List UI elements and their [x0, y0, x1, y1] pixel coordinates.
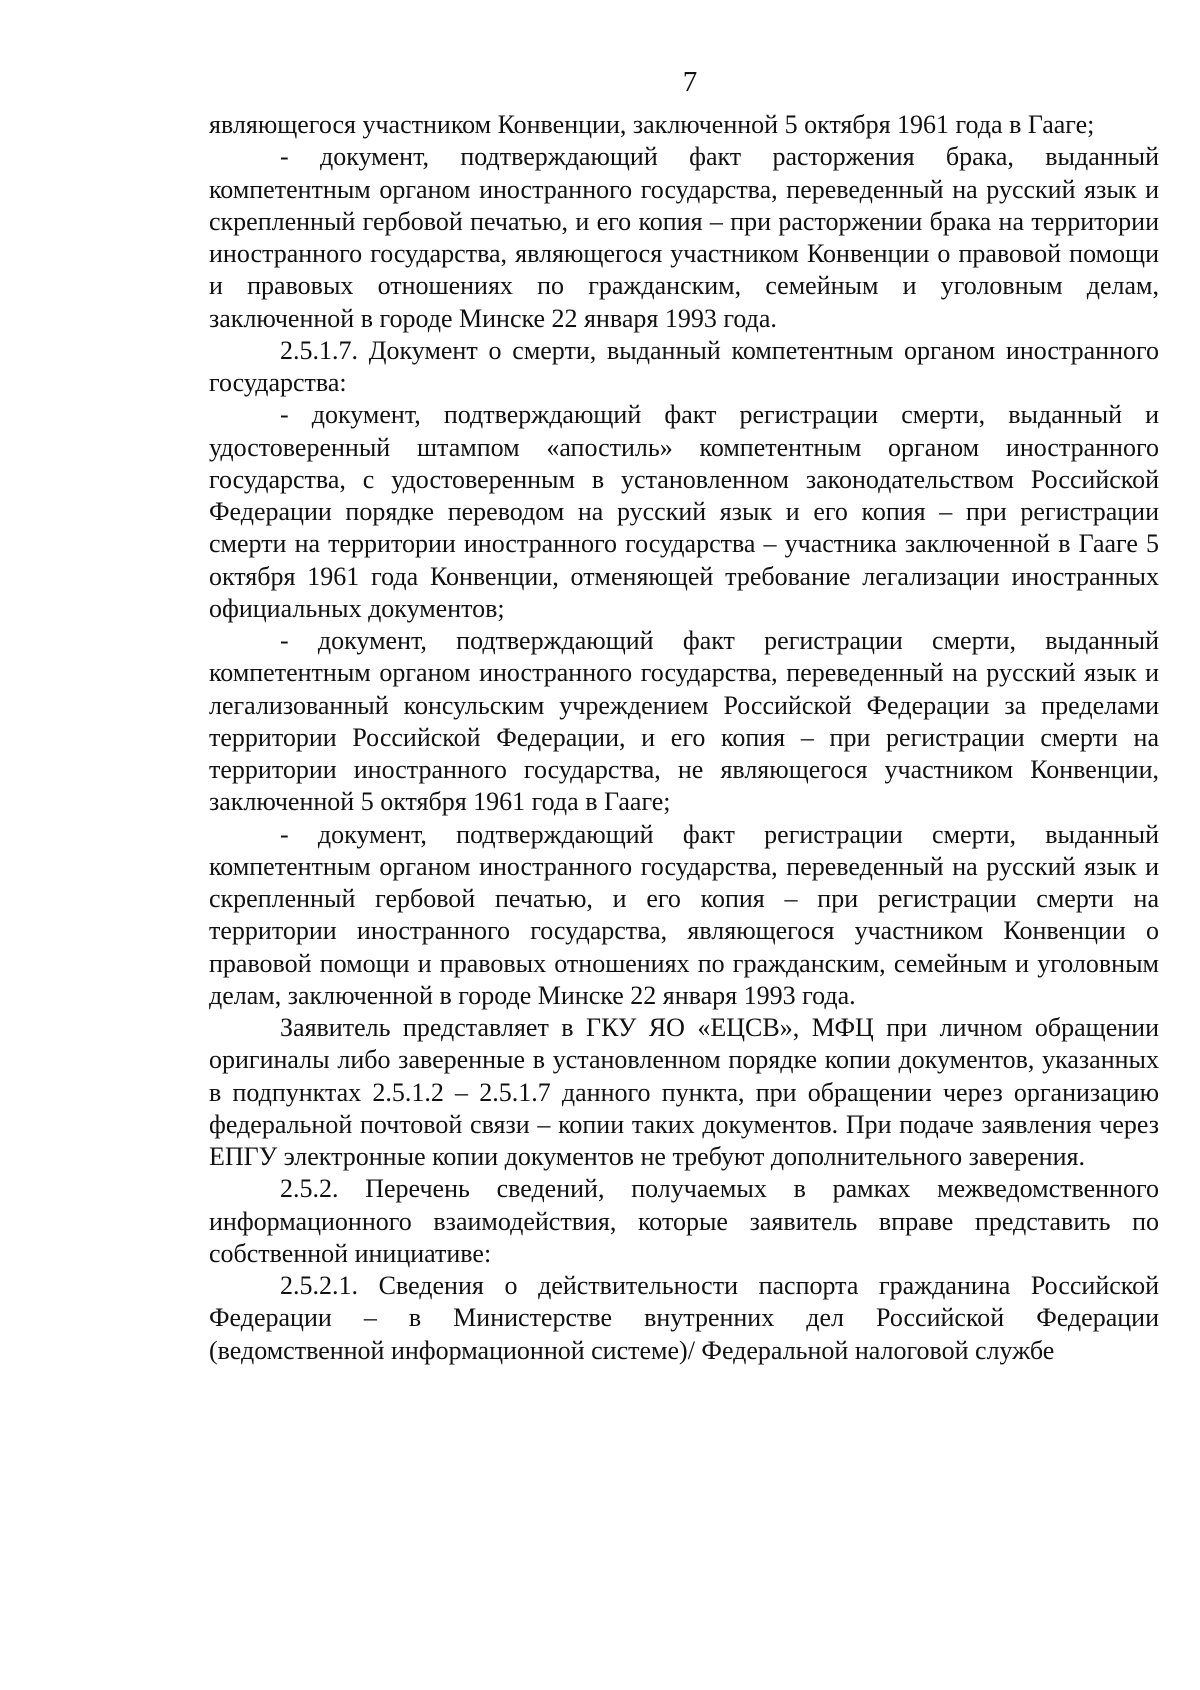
paragraph-2-5-2-list: 2.5.2. Перечень сведений, получаемых в рамках межведомственного информационного взаимодействия, которые заявитель вправе представить по собственной инициативе:	[209, 1174, 1159, 1268]
paragraph-2-5-2-1-passport: 2.5.2.1. Сведения о действительности паспорта гражданина Российской Федерации – в Министерстве внутренних дел Российской Федерации (ведомственной информационной системе)/ Федеральной налоговой службе	[209, 1271, 1159, 1365]
paragraph-death-apostille: - документ, подтверждающий факт регистрации смерти, выданный и удостоверенный штампом «апостиль» компетентным органом иностранного государства, с удостоверенным в установленном законодательством Российской Федерации порядке переводом на русский язык и его копия – при регистрации смерти на территории иностранного государства – участника заключенной в Гааге 5 октября 1961 года Конвенции, отменяющей требование легализации иностранных официальных документов;	[209, 400, 1159, 623]
paragraph-continuation: являющегося участником Конвенции, заключенной 5 октября 1961 года в Гааге;	[209, 110, 1095, 139]
paragraph-death-legalized: - документ, подтверждающий факт регистрации смерти, выданный компетентным органом иностранного государства, переведенный на русский язык и легализованный консульским учреждением Российской Федерации за пределами территории Российской Федерации, и его копия – при регистрации смерти на территории иностранного государства, не являющегося участником Конвенции, заключенной 5 октября 1961 года в Гааге;	[209, 626, 1159, 817]
document-body	[209, 109, 1159, 1367]
paragraph-divorce-minsk: - документ, подтверждающий факт расторжения брака, выданный компетентным органом иностранного государства, переведенный на русский язык и скрепленный гербовой печатью, и его копия – при расторжении брака на территории иностранного государства, являющегося участником Конвенции о правовой помощи и правовых отношениях по гражданским, семейным и уголовным делам, заключенной в городе Минске 22 января 1993 года.	[209, 142, 1159, 333]
page-number: 7	[682, 66, 698, 98]
paragraph-death-minsk: - документ, подтверждающий факт регистрации смерти, выданный компетентным органом иностранного государства, переведенный на русский язык и скрепленный гербовой печатью, и его копия – при регистрации смерти на территории иностранного государства, являющегося участником Конвенции о правовой помощи и правовых отношениях по гражданским, семейным и уголовным делам, заключенной в городе Минске 22 января 1993 года.	[209, 819, 1159, 1010]
paragraph-2-5-1-7-heading: 2.5.1.7. Документ о смерти, выданный компетентным органом иностранного государства:	[209, 335, 1159, 397]
paragraph-applicant-submission: Заявитель представляет в ГКУ ЯО «ЕЦСВ», МФЦ при личном обращении оригиналы либо заверенные в установленном порядке копии документов, указанных в подпунктах 2.5.1.2 – 2.5.1.7 данного пункта, при обращении через организацию федеральной почтовой связи – копии таких документов. При подаче заявления через ЕПГУ электронные копии документов не требуют дополнительного заверения.	[209, 1013, 1159, 1171]
